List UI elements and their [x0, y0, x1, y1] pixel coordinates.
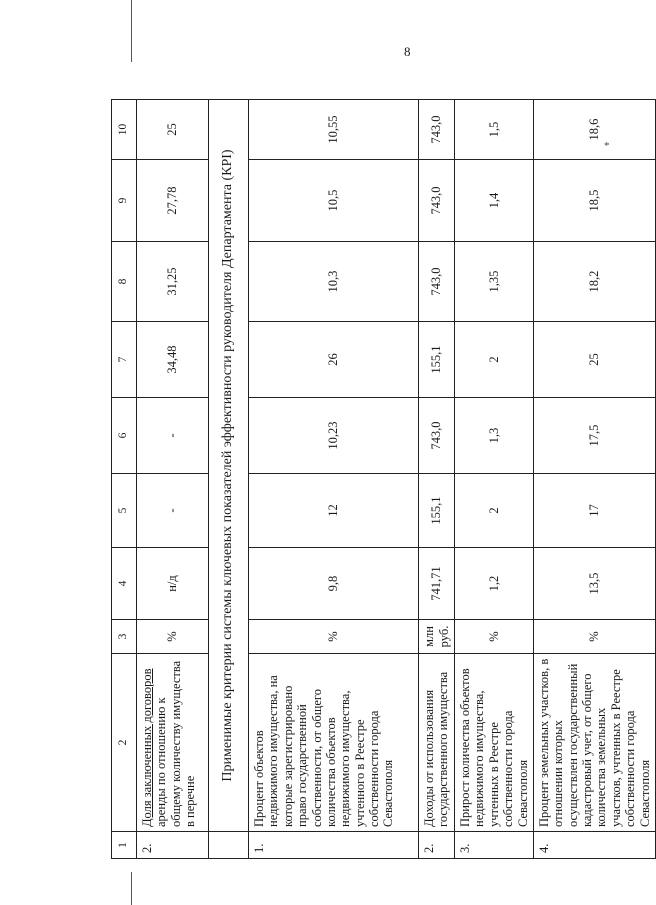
value-cell: 9,8 — [249, 548, 419, 620]
value-cell: 18,5 — [533, 160, 655, 242]
value-cell: 1,4 — [455, 160, 534, 242]
row-number: 3. — [455, 832, 534, 859]
row-number: 1. — [249, 832, 419, 859]
section-row — [209, 100, 249, 859]
value-cell: 1,35 — [455, 242, 534, 322]
section-title: Применимые критерии системы ключевых показателей эффективности руководителя Департамента (КРІ) — [209, 100, 249, 832]
value-cell: 155,1 — [419, 322, 455, 398]
row-number: 4. — [533, 832, 655, 859]
row-number: 2. — [137, 832, 209, 859]
value-cell: 743,0 — [419, 160, 455, 242]
value-cell: 155,1 — [419, 474, 455, 548]
page-number: 8 — [404, 44, 411, 59]
value-cell: 2 — [455, 474, 534, 548]
indicator-name-first-line: Доля заключенных договоров — [140, 668, 154, 827]
value-cell: - — [137, 474, 209, 548]
unit-cell: млн руб. — [419, 620, 455, 654]
value-cell: 1,5 — [455, 100, 534, 160]
value-cell: 17 — [533, 474, 655, 548]
value-cell: 27,78 — [137, 160, 209, 242]
value-cell: 12 — [249, 474, 419, 548]
unit-cell: % — [137, 620, 209, 654]
rotated-table-container — [111, 100, 652, 859]
header-cell: 1 — [112, 832, 137, 859]
header-row — [112, 100, 137, 859]
section-spacer — [209, 832, 249, 859]
table-row — [249, 100, 419, 859]
unit-cell: % — [249, 620, 419, 654]
value-cell: 2 — [455, 322, 534, 398]
value-cell: 743,0 — [419, 242, 455, 322]
header-cell: 6 — [112, 398, 137, 474]
value-cell: 10,23 — [249, 398, 419, 474]
indicator-name: Процент земельных участков, в отношении которых осуществлен государственный кадастровый учет, от общего количества земельных участков, учтенных в Реестре собственности города Севастополя — [533, 654, 655, 832]
unit-cell: % — [455, 620, 534, 654]
value-cell: 1,2 — [455, 548, 534, 620]
value-cell: 34,48 — [137, 322, 209, 398]
scan-artifact-mark: * — [604, 140, 610, 152]
header-cell: 7 — [112, 322, 137, 398]
value-cell: 10,5 — [249, 160, 419, 242]
value-cell: 26 — [249, 322, 419, 398]
header-cell: 5 — [112, 474, 137, 548]
indicator-name: Процент объектов недвижимого имущества, на которые зарегистрировано право государственной собственности, от общего количества объектов недвижимого имущества, учтенного в Реестре собственности города Севастополя — [249, 654, 419, 832]
indicator-name: Доходы от использования государственного имущества — [419, 654, 455, 832]
value-cell: 743,0 — [419, 398, 455, 474]
value-cell: 10,55 — [249, 100, 419, 160]
header-cell: 4 — [112, 548, 137, 620]
header-cell: 3 — [112, 620, 137, 654]
value-cell: - — [137, 398, 209, 474]
unit-cell: % — [533, 620, 655, 654]
value-cell: 743,0 — [419, 100, 455, 160]
indicator-name-rest: аренды по отношению к общему количеству имущества в перечне — [154, 660, 198, 827]
table-row — [419, 100, 455, 859]
value-cell: 31,25 — [137, 242, 209, 322]
value-cell: н/д — [137, 548, 209, 620]
kpi-table — [111, 99, 656, 859]
header-cell: 8 — [112, 242, 137, 322]
table-row — [455, 100, 534, 859]
indicator-name: Прирост количества объектов недвижимого имущества, учтенных в Реестре собственности города Севастополя — [455, 654, 534, 832]
header-cell: 2 — [112, 654, 137, 832]
value-cell: 10,3 — [249, 242, 419, 322]
row-number: 2. — [419, 832, 455, 859]
value-cell: 1,3 — [455, 398, 534, 474]
scan-artifact-line — [131, 0, 132, 62]
header-cell: 10 — [112, 100, 137, 160]
table-row — [137, 100, 209, 859]
value-cell: 13,5 — [533, 548, 655, 620]
value-cell: 25 — [137, 100, 209, 160]
value-cell: 17,5 — [533, 398, 655, 474]
scan-artifact-line — [131, 872, 132, 905]
header-cell: 9 — [112, 160, 137, 242]
value-cell: 18,6 — [533, 100, 655, 160]
value-cell: 18,2 — [533, 242, 655, 322]
value-cell: 741,71 — [419, 548, 455, 620]
indicator-name — [137, 654, 209, 832]
value-cell: 25 — [533, 322, 655, 398]
table-row — [533, 100, 655, 859]
